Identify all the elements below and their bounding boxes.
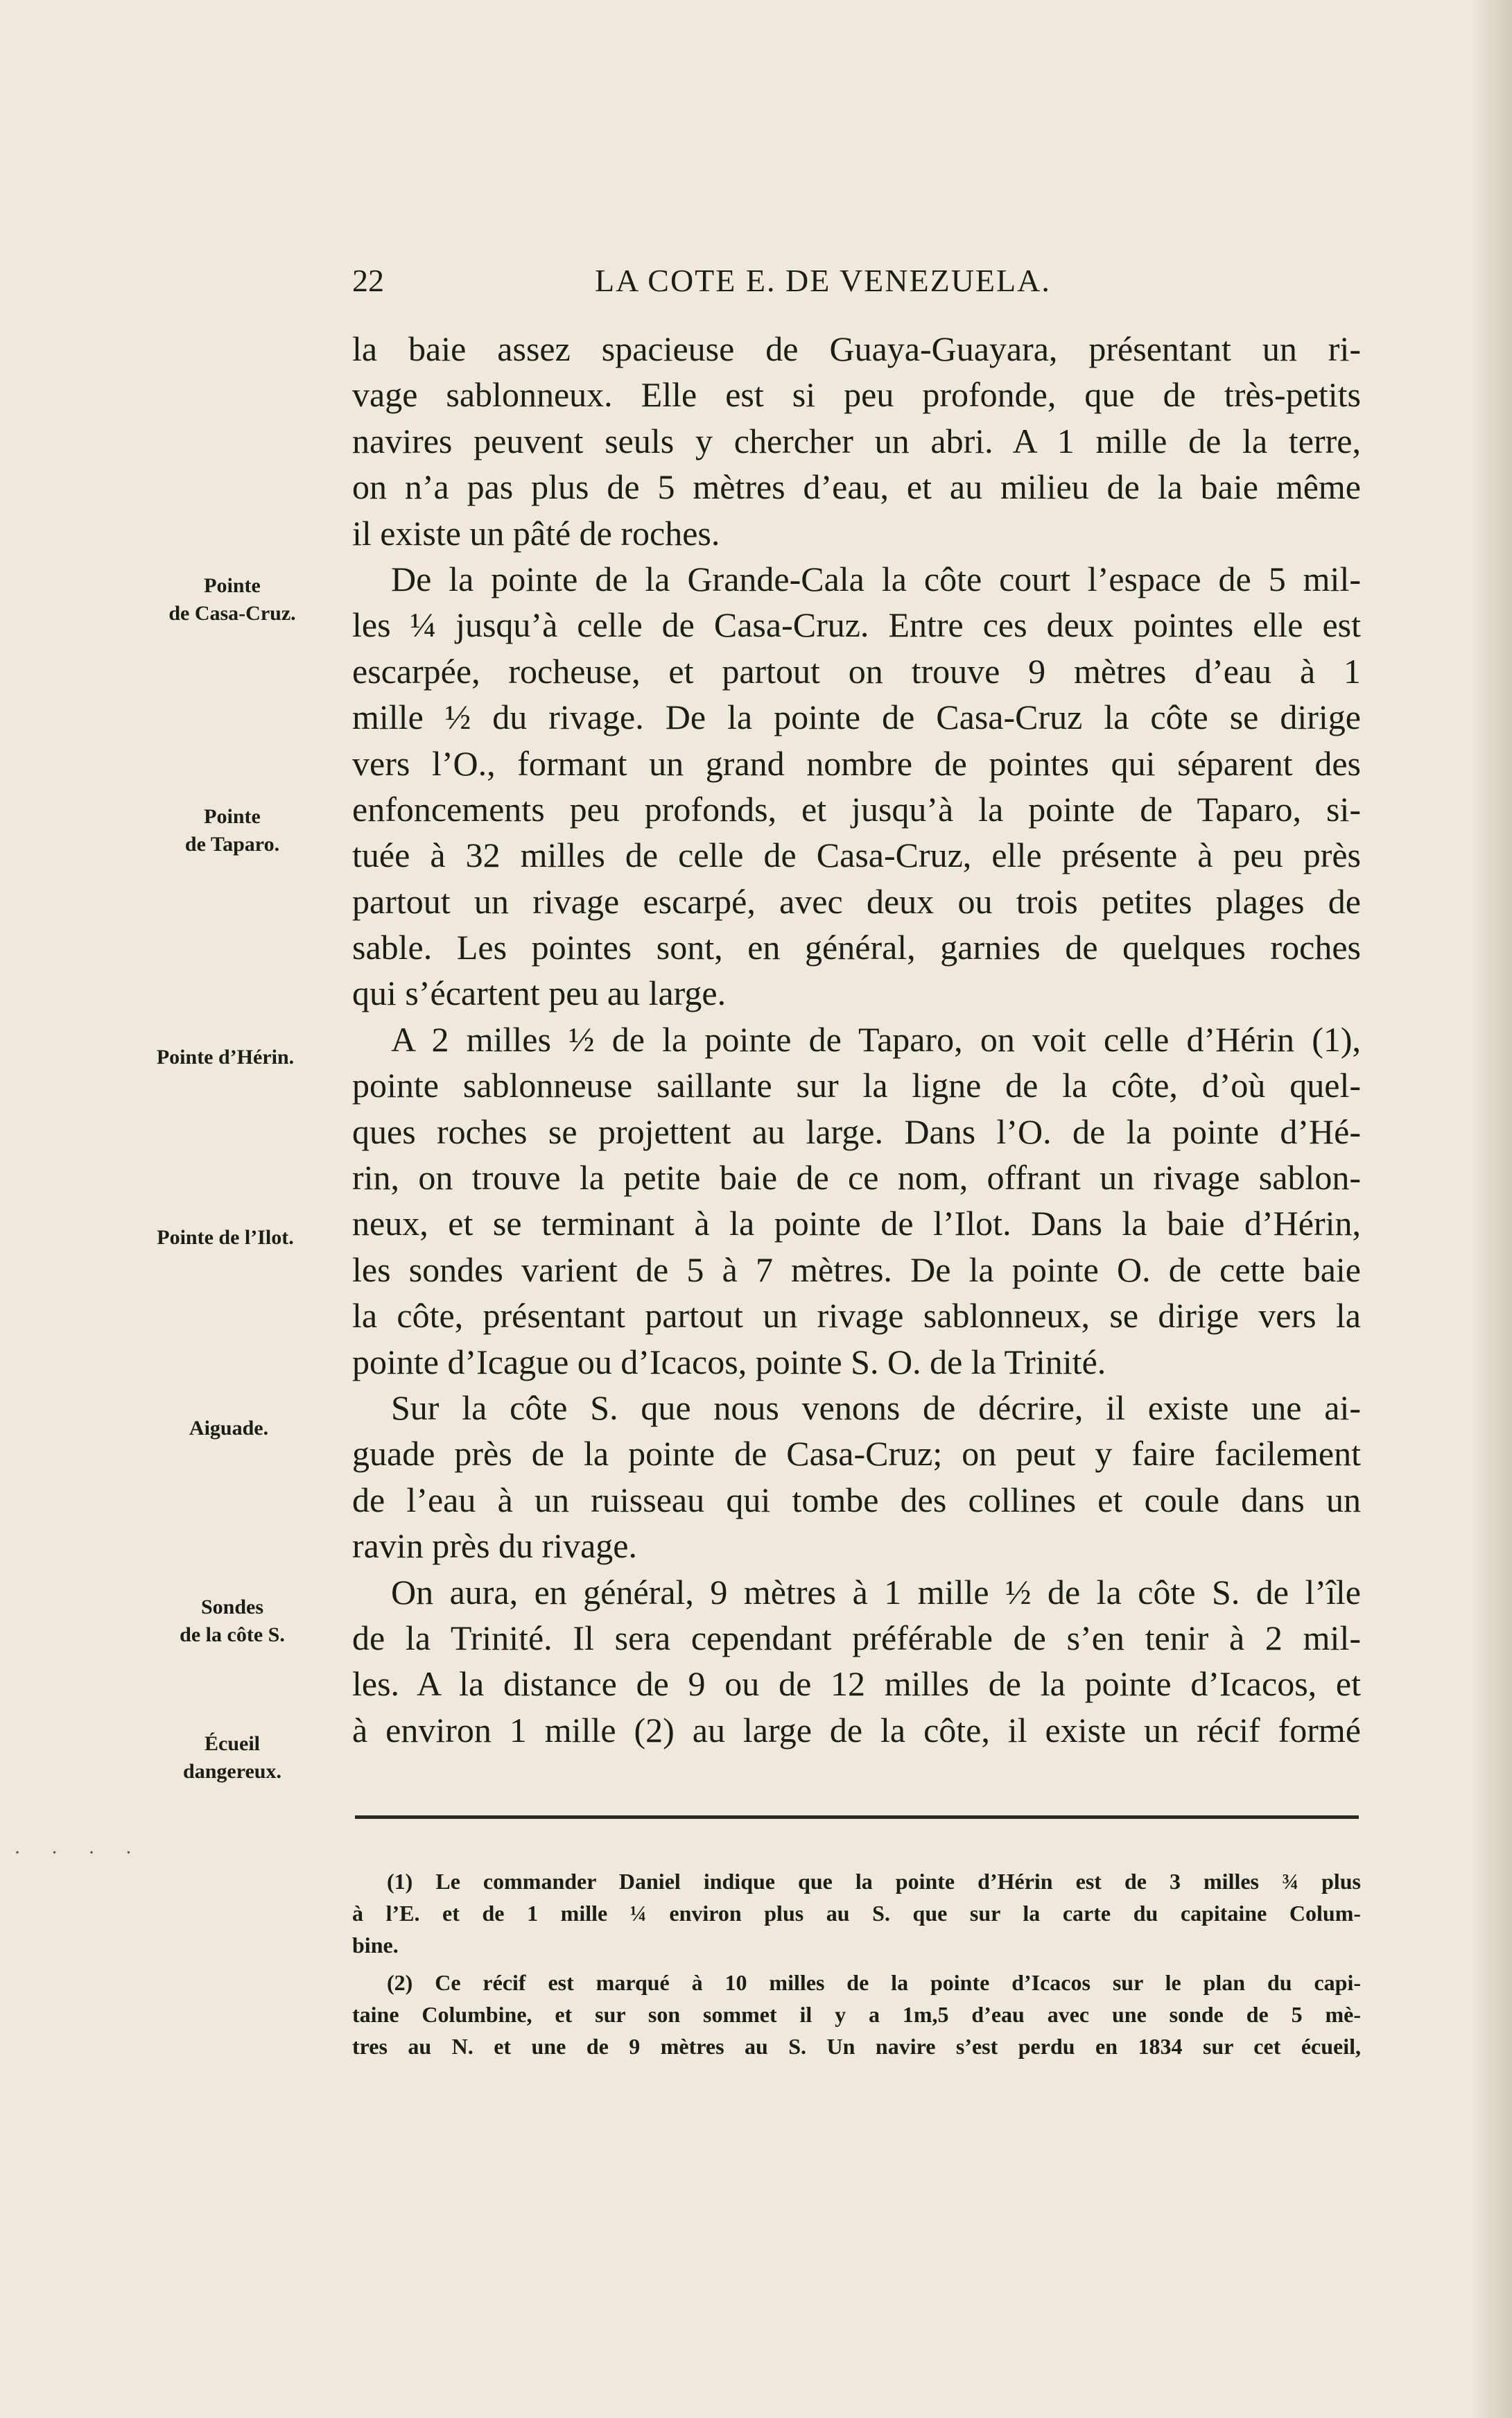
- margin-note-line: Aiguade.: [189, 1417, 269, 1440]
- margin-note-line: dangereux.: [183, 1760, 281, 1783]
- footnote-line: bine.: [352, 1933, 399, 1958]
- margin-note-casa-cruz: [121, 572, 343, 628]
- running-title: LA COTE E. DE VENEZUELA.: [595, 263, 1051, 298]
- body-line: partout un rivage escarpé, avec deux ou trois petites plages de: [352, 881, 1361, 921]
- body-line: de la Trinité. Il sera cependant préférable de s’en tenir à 2 mil-: [352, 1618, 1361, 1657]
- margin-note-line: Pointe d’Hérin.: [156, 1046, 295, 1069]
- margin-note-herin: [114, 1044, 336, 1071]
- body-line: sable. Les pointes sont, en général, garnies de quelques roches: [352, 928, 1361, 967]
- page-number: 22: [352, 263, 384, 298]
- margin-note-line: Pointe: [204, 805, 261, 828]
- margin-note-line: Pointe de l’Ilot.: [157, 1226, 294, 1249]
- footnote-line: taine Columbine, et sur son sommet il y a 1m,5 d’eau avec une sonde de 5 mè-: [352, 2002, 1361, 2027]
- body-line: rin, on trouve la petite baie de ce nom, offrant un rivage sablon-: [352, 1158, 1361, 1198]
- margin-dots: · · · ·: [14, 1841, 145, 1864]
- body-line: les ¼ jusqu’à celle de Casa-Cruz. Entre ces deux pointes elle est: [352, 605, 1361, 645]
- body-line: à environ 1 mille (2) au large de la côte, il existe un récif formé: [352, 1710, 1361, 1750]
- body-line: qui s’écartent peu au large.: [352, 974, 727, 1013]
- page-header: [352, 262, 1361, 311]
- body-line: mille ½ du rivage. De la pointe de Casa-Cruz la côte se dirige: [352, 698, 1361, 737]
- body-line: vers l’O., formant un grand nombre de pointes qui séparent des: [352, 743, 1361, 783]
- body-line: De la pointe de la Grande-Cala la côte court l’espace de 5 mil-: [391, 559, 1361, 598]
- margin-note-ilot: [114, 1224, 336, 1252]
- footnotes: [352, 1865, 1361, 2068]
- body-line: de l’eau à un ruisseau qui tombe des collines et coule dans un: [352, 1480, 1361, 1519]
- margin-note-line: de Casa-Cruz.: [168, 602, 296, 625]
- footnote-1: [352, 1865, 1361, 1961]
- footnote-2: [352, 1967, 1361, 2062]
- margin-note-line: de Taparo.: [184, 833, 280, 856]
- body-line: il existe un pâté de roches.: [352, 513, 720, 553]
- body-line: pointe sablonneuse saillante sur la ligne de la côte, d’où quel-: [352, 1066, 1361, 1105]
- body-line: neux, et se terminant à la pointe de l’Ilot. Dans la baie d’Hérin,: [352, 1204, 1361, 1243]
- body-line: tuée à 32 milles de celle de Casa-Cruz, elle présente à peu près: [352, 836, 1361, 875]
- body-line: on n’a pas plus de 5 mètres d’eau, et au milieu de la baie même: [352, 467, 1361, 507]
- body-line: les. A la distance de 9 ou de 12 milles de la pointe d’Icacos, et: [352, 1664, 1361, 1704]
- margin-note-line: de la côte S.: [180, 1623, 285, 1646]
- footnote-line: à l’E. et de 1 mille ¼ environ plus au S. que sur la carte du capitaine Colum-: [352, 1901, 1361, 1926]
- margin-note-line: Écueil: [205, 1732, 260, 1755]
- body-line: A 2 milles ½ de la pointe de Taparo, on voit celle d’Hérin (1),: [391, 1019, 1361, 1059]
- body-line: ques roches se projettent au large. Dans l’O. de la pointe d’Hé-: [352, 1112, 1361, 1151]
- body-line: enfoncements peu profonds, et jusqu’à la pointe de Taparo, si-: [352, 789, 1361, 829]
- body-line: ravin près du rivage.: [352, 1526, 637, 1566]
- footnote-rule: [355, 1815, 1359, 1819]
- body-line: guade près de la pointe de Casa-Cruz; on peut y faire facilement: [352, 1434, 1361, 1474]
- body-line: vage sablonneux. Elle est si peu profonde, que de très-petits: [352, 375, 1361, 415]
- body-line: navires peuvent seuls y chercher un abri. A 1 mille de la terre,: [352, 421, 1361, 460]
- margin-note-taparo: [121, 803, 343, 858]
- margin-note-sondes: [121, 1594, 343, 1649]
- margin-note-aiguade: [118, 1415, 340, 1442]
- body-text: [352, 326, 1361, 1753]
- body-line: la côte, présentant partout un rivage sablonneux, se dirige vers la: [352, 1296, 1361, 1336]
- margin-note-line: Sondes: [200, 1596, 264, 1618]
- footnote-line: tres au N. et une de 9 mètres au S. Un navire s’est perdu en 1834 sur cet écueil,: [352, 2034, 1361, 2059]
- body-line: Sur la côte S. que nous venons de décrire, il existe une ai-: [391, 1388, 1361, 1427]
- body-line: la baie assez spacieuse de Guaya-Guayara, présentant un ri-: [352, 329, 1361, 368]
- margin-note-ecueil: [121, 1730, 343, 1786]
- body-line: escarpée, rocheuse, et partout on trouve 9 mètres d’eau à 1: [352, 651, 1361, 691]
- footnote-line: (1) Le commander Daniel indique que la pointe d’Hérin est de 3 milles ¾ plus: [387, 1869, 1361, 1894]
- margin-note-line: Pointe: [204, 574, 261, 597]
- body-line: pointe d’Icague ou d’Icacos, pointe S. O. de la Trinité.: [352, 1342, 1106, 1381]
- footnote-line: (2) Ce récif est marqué à 10 milles de la pointe d’Icacos sur le plan du capi-: [387, 1970, 1361, 1995]
- page-edge-shadow: [1470, 0, 1512, 2418]
- body-line: les sondes varient de 5 à 7 mètres. De la pointe O. de cette baie: [352, 1250, 1361, 1289]
- body-line: On aura, en général, 9 mètres à 1 mille ½ de la côte S. de l’île: [391, 1572, 1361, 1612]
